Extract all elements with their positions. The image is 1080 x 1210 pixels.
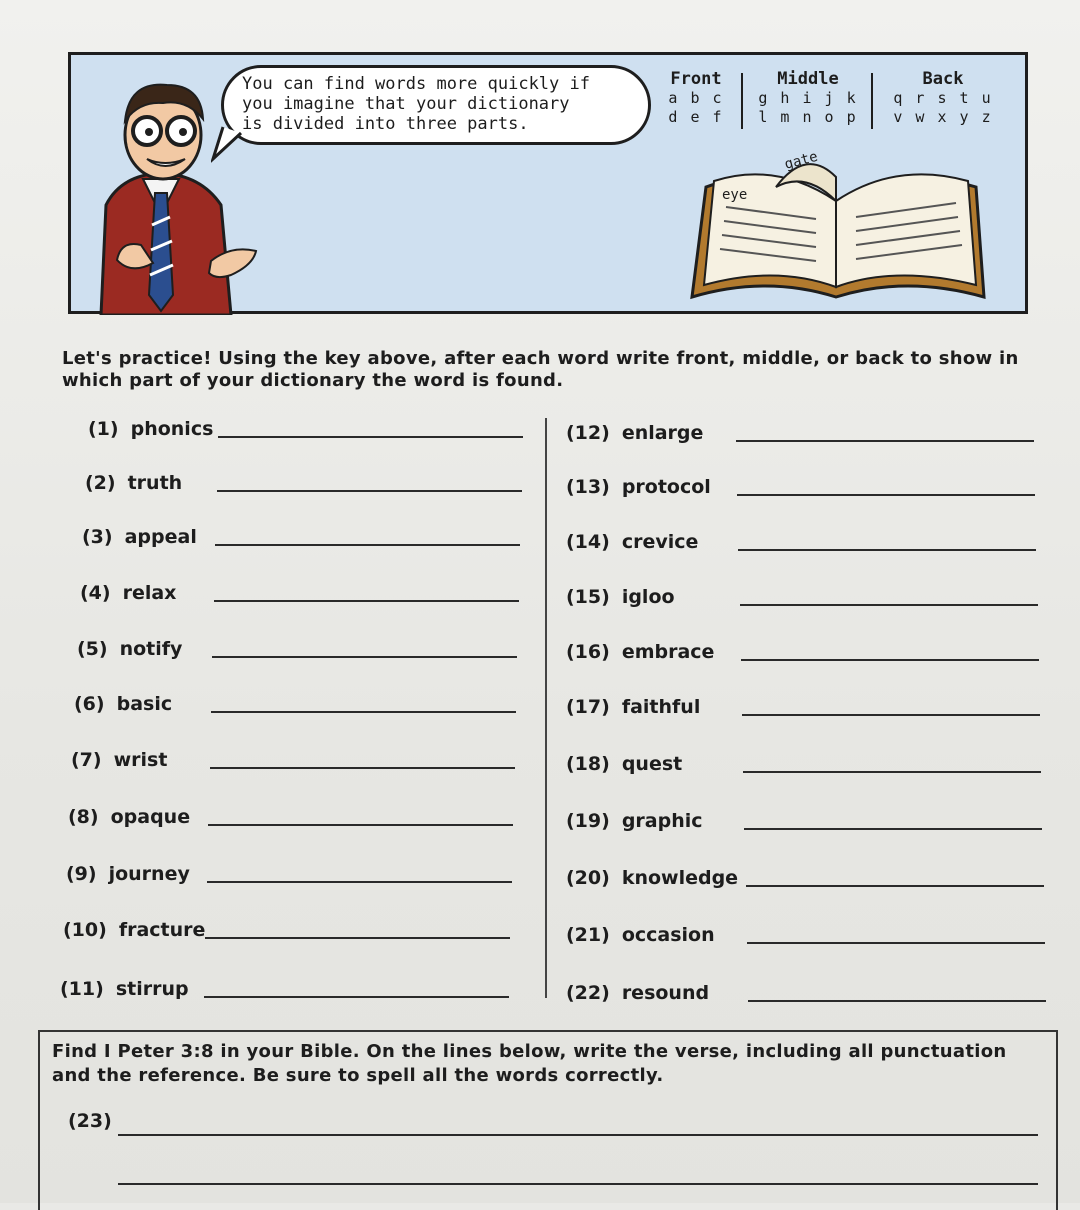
key-front [661, 69, 731, 127]
right-item-5 [566, 641, 714, 663]
answer-line[interactable] [736, 440, 1034, 442]
key-front-heading: Front [670, 69, 722, 89]
right-item-8 [566, 810, 703, 832]
key-middle-line-1: g h i j k [758, 89, 858, 107]
item-number: (6) [74, 693, 105, 715]
key-front-line-2: d e f [668, 108, 724, 126]
right-item-10 [566, 924, 715, 946]
bubble-line-2: you imagine that your dictionary [242, 94, 570, 114]
answer-line[interactable] [214, 600, 519, 602]
key-back [883, 69, 1003, 127]
item-word: faithful [621, 696, 701, 718]
item-number: (18) [566, 753, 610, 775]
bubble-line-1: You can find words more quickly if [242, 74, 590, 94]
answer-line[interactable] [204, 996, 509, 998]
answer-line[interactable] [744, 828, 1042, 830]
answer-line[interactable] [737, 494, 1035, 496]
item-number: (11) [60, 978, 104, 1000]
answer-line[interactable] [217, 490, 522, 492]
item-word: resound [621, 982, 710, 1004]
answer-line-23[interactable] [118, 1134, 1038, 1136]
item-word: graphic [621, 810, 703, 832]
key-middle [753, 69, 863, 127]
open-dictionary-icon [686, 147, 986, 307]
item-number: (22) [566, 982, 610, 1004]
left-item-6 [74, 693, 172, 715]
speech-bubble [221, 65, 651, 145]
right-item-6 [566, 696, 700, 718]
item-number: (5) [77, 638, 108, 660]
bible-task-text: Find I Peter 3:8 in your Bible. On the lines below, write the verse, including all punctuation and the reference. Be sure to spell all the words correctly. [52, 1041, 1007, 1086]
item-word: relax [122, 582, 177, 604]
bubble-tail-icon [211, 125, 251, 165]
item-word: enlarge [621, 422, 704, 444]
item-number: (3) [82, 526, 113, 548]
item-number: (13) [566, 476, 610, 498]
answer-line[interactable] [208, 824, 513, 826]
right-item-3 [566, 531, 698, 553]
item-word: journey [108, 863, 190, 885]
item-number: (12) [566, 422, 610, 444]
right-item-9 [566, 867, 738, 889]
key-divider [871, 73, 873, 129]
right-item-1 [566, 422, 703, 444]
left-item-3 [82, 526, 197, 548]
left-item-5 [77, 638, 182, 660]
left-item-4 [80, 582, 176, 604]
item-word: stirrup [115, 978, 189, 1000]
key-middle-heading: Middle [777, 69, 839, 89]
key-back-line-1: q r s t u [893, 89, 993, 107]
item-word: igloo [621, 586, 675, 608]
answer-line[interactable] [741, 659, 1039, 661]
answer-line[interactable] [743, 771, 1041, 773]
item-number: (17) [566, 696, 610, 718]
item-number: (10) [63, 919, 107, 941]
item-number: (20) [566, 867, 610, 889]
item-number: (7) [71, 749, 102, 771]
left-item-11 [60, 978, 189, 1000]
item-number: (9) [66, 863, 97, 885]
answer-line[interactable] [205, 937, 510, 939]
item-word: phonics [130, 418, 214, 440]
illustration-banner [68, 52, 1028, 314]
right-item-4 [566, 586, 675, 608]
item-word: notify [119, 638, 183, 660]
book-word-eye: eye [722, 187, 748, 203]
item-word: quest [621, 753, 683, 775]
answer-line[interactable] [215, 544, 520, 546]
answer-line[interactable] [748, 1000, 1046, 1002]
item-word: occasion [621, 924, 715, 946]
item-word: wrist [113, 749, 168, 771]
item-word: opaque [110, 806, 191, 828]
key-back-line-2: v w x y z [893, 108, 993, 126]
answer-line[interactable] [742, 714, 1040, 716]
answer-line[interactable] [218, 436, 523, 438]
left-item-1 [88, 418, 213, 440]
item-number: (21) [566, 924, 610, 946]
right-item-11 [566, 982, 709, 1004]
item-word: truth [127, 472, 183, 494]
item-word: appeal [124, 526, 197, 548]
item-word: embrace [621, 641, 715, 663]
key-middle-line-2: l m n o p [758, 108, 858, 126]
answer-line[interactable] [212, 656, 517, 658]
left-item-7 [71, 749, 167, 771]
dictionary-key [661, 69, 1021, 139]
left-item-10 [63, 919, 205, 941]
item-number: (19) [566, 810, 610, 832]
item-word: knowledge [621, 867, 739, 889]
answer-line-23b[interactable] [118, 1183, 1038, 1185]
answer-line[interactable] [207, 881, 512, 883]
left-item-8 [68, 806, 190, 828]
item-number: (8) [68, 806, 99, 828]
answer-line[interactable] [738, 549, 1036, 551]
answer-line[interactable] [747, 942, 1045, 944]
left-item-9 [66, 863, 190, 885]
answer-line[interactable] [211, 711, 516, 713]
item-number: (16) [566, 641, 610, 663]
key-back-heading: Back [922, 69, 964, 89]
bubble-line-3: is divided into three parts. [242, 114, 529, 134]
left-item-2 [85, 472, 182, 494]
key-divider [741, 73, 743, 129]
item-word: crevice [621, 531, 699, 553]
item-word: basic [116, 693, 173, 715]
item-number: (2) [85, 472, 116, 494]
item-word: fracture [118, 919, 206, 941]
item-number: (4) [80, 582, 111, 604]
instructions-text: Let's practice! Using the key above, after each word write front, middle, or back to show in which part of your dictionary the word is found. [62, 348, 1019, 391]
answer-line[interactable] [740, 604, 1038, 606]
key-front-line-1: a b c [668, 89, 724, 107]
item-23-number: (23) [68, 1110, 112, 1132]
item-number: (14) [566, 531, 610, 553]
right-item-2 [566, 476, 711, 498]
right-item-7 [566, 753, 682, 775]
book-word-gate: gate [782, 148, 820, 173]
answer-line[interactable] [746, 885, 1044, 887]
item-number: (1) [88, 418, 119, 440]
item-word: protocol [621, 476, 711, 498]
answer-line[interactable] [210, 767, 515, 769]
item-number: (15) [566, 586, 610, 608]
column-divider [545, 418, 547, 998]
